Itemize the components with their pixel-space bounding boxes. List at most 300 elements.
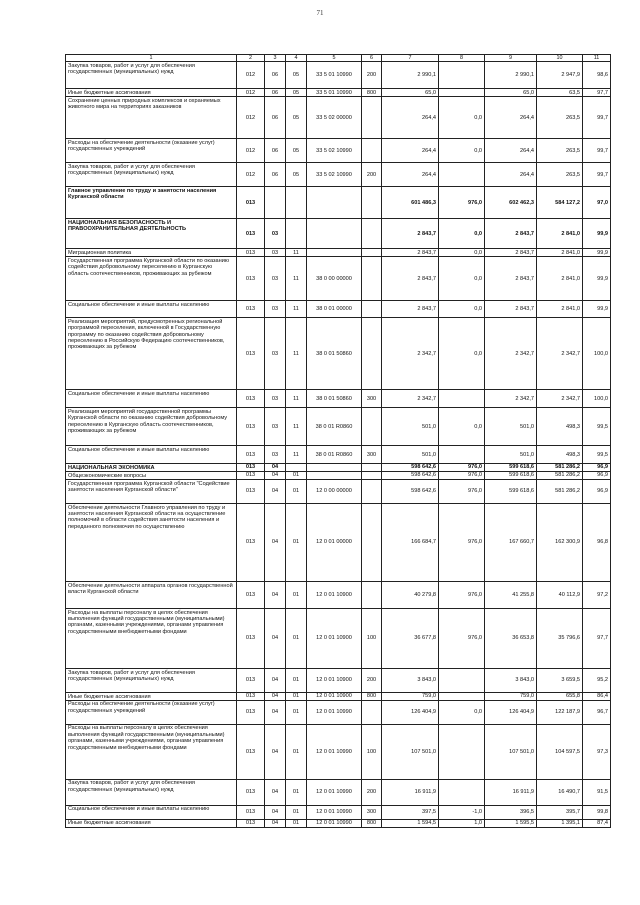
cell-refined-plan: 2 843,7 [485,301,537,318]
cell-row-name: Закупка товаров, работ и услуг для обеспечения государственных (муниципальных) нужд [66,779,237,805]
table-row [66,62,611,89]
cell-row-name: Социальное обеспечение и иные выплаты населению [66,805,237,819]
cell-expense-type [362,480,382,504]
cell-changes: 0,0 [439,301,485,318]
table-row [66,187,611,219]
cell-admin-code: 012 [237,62,265,89]
cell-target-article: 12 0 01 00000 [307,504,362,582]
table-row [66,318,611,390]
cell-expense-type: 300 [362,390,382,408]
cell-percent: 96,7 [583,700,611,724]
cell-refined-plan: 599 618,6 [485,472,537,480]
table-row [66,89,611,97]
cell-subsection: 01 [286,805,307,819]
cell-approved: 2 843,7 [382,257,439,301]
table-row [66,472,611,480]
cell-target-article: 12 0 01 10900 [307,609,362,669]
cell-changes: 0,0 [439,700,485,724]
cell-admin-code: 013 [237,504,265,582]
cell-expense-type: 800 [362,89,382,97]
cell-refined-plan: 65,0 [485,89,537,97]
cell-target-article: 38 0 01 R0860 [307,446,362,464]
cell-approved: 3 843,0 [382,669,439,693]
cell-section: 03 [265,219,286,249]
cell-refined-plan: 3 843,0 [485,669,537,693]
cell-percent: 91,5 [583,779,611,805]
cell-row-name: Иные бюджетные ассигнования [66,89,237,97]
cell-refined-plan: 501,0 [485,446,537,464]
cell-executed: 2 947,9 [537,62,583,89]
cell-admin-code: 013 [237,609,265,669]
cell-section: 04 [265,669,286,693]
cell-section: 03 [265,408,286,446]
cell-executed: 1 395,1 [537,819,583,827]
table-row [66,779,611,805]
cell-refined-plan: 2 843,7 [485,249,537,257]
cell-section: 03 [265,446,286,464]
cell-target-article: 12 0 01 10990 [307,819,362,827]
cell-admin-code: 013 [237,187,265,219]
cell-executed: 581 286,2 [537,480,583,504]
cell-admin-code: 013 [237,318,265,390]
cell-percent: 86,4 [583,693,611,701]
cell-expense-type: 200 [362,163,382,187]
cell-percent: 99,9 [583,249,611,257]
cell-row-name: Реализация мероприятий государственной программы Курганской области по оказанию содействия добровольному переселению в Курганскую область соотечественников, проживающих за рубежом [66,408,237,446]
cell-percent: 99,7 [583,139,611,163]
cell-executed: 122 187,9 [537,700,583,724]
cell-expense-type [362,139,382,163]
cell-expense-type: 300 [362,805,382,819]
cell-executed: 584 127,2 [537,187,583,219]
cell-admin-code: 012 [237,163,265,187]
cell-approved: 501,0 [382,446,439,464]
cell-target-article: 12 0 01 10900 [307,693,362,701]
cell-changes [439,693,485,701]
cell-expense-type [362,187,382,219]
cell-expense-type [362,464,382,472]
cell-row-name: Закупка товаров, работ и услуг для обеспечения государственных (муниципальных) нужд [66,163,237,187]
cell-approved: 2 843,7 [382,301,439,318]
cell-admin-code: 013 [237,464,265,472]
cell-target-article: 12 0 00 00000 [307,480,362,504]
cell-changes: 0,0 [439,139,485,163]
header-cell-1: 1 [66,55,237,62]
table-row [66,97,611,139]
cell-subsection: 01 [286,669,307,693]
table-row [66,480,611,504]
cell-percent: 99,9 [583,301,611,318]
cell-refined-plan: 264,4 [485,163,537,187]
cell-subsection: 01 [286,472,307,480]
cell-row-name: Расходы на выплаты персоналу в целях обеспечения выполнения функций государственными (муниципальными) органами, казенными учреждениями, органами управления государственными внебюджетными фондами [66,609,237,669]
cell-section: 03 [265,249,286,257]
cell-changes: 976,0 [439,480,485,504]
cell-expense-type: 100 [362,724,382,779]
cell-row-name: Иные бюджетные ассигнования [66,819,237,827]
table-row [66,693,611,701]
cell-percent: 99,5 [583,408,611,446]
cell-subsection: 01 [286,504,307,582]
cell-subsection: 11 [286,446,307,464]
table-row [66,504,611,582]
cell-changes: 0,0 [439,408,485,446]
cell-admin-code: 013 [237,669,265,693]
cell-admin-code: 012 [237,139,265,163]
cell-row-name: Миграционная политика [66,249,237,257]
cell-approved: 759,0 [382,693,439,701]
cell-refined-plan: 2 843,7 [485,257,537,301]
header-cell-7: 7 [382,55,439,62]
cell-percent: 100,0 [583,390,611,408]
cell-refined-plan: 36 653,8 [485,609,537,669]
cell-expense-type: 100 [362,609,382,669]
cell-section: 06 [265,89,286,97]
header-cell-11: 11 [583,55,611,62]
cell-changes [439,62,485,89]
cell-target-article: 12 0 01 10900 [307,669,362,693]
cell-refined-plan: 759,0 [485,693,537,701]
cell-refined-plan: 602 462,3 [485,187,537,219]
cell-admin-code: 013 [237,693,265,701]
cell-row-name: Государственная программа Курганской области по оказанию содействия добровольному переселению в Курганскую область соотечественников, проживающих за рубежом [66,257,237,301]
cell-executed: 16 490,7 [537,779,583,805]
cell-approved: 601 486,3 [382,187,439,219]
cell-percent: 99,7 [583,97,611,139]
cell-changes: 976,0 [439,504,485,582]
cell-changes [439,669,485,693]
cell-executed: 2 841,0 [537,219,583,249]
table-row [66,390,611,408]
cell-changes: 976,0 [439,472,485,480]
cell-row-name: НАЦИОНАЛЬНАЯ ЭКОНОМИКА [66,464,237,472]
cell-section: 06 [265,97,286,139]
cell-changes: 0,0 [439,249,485,257]
cell-admin-code: 013 [237,819,265,827]
cell-row-name: Сохранение ценных природных комплексов и охраняемых животного мира на территориях заказников [66,97,237,139]
cell-row-name: Главное управление по труду и занятости населения Курганской области [66,187,237,219]
cell-executed: 263,5 [537,97,583,139]
cell-subsection [286,464,307,472]
cell-expense-type [362,700,382,724]
cell-subsection: 01 [286,700,307,724]
cell-refined-plan: 264,4 [485,139,537,163]
cell-target-article: 33 5 02 10990 [307,139,362,163]
cell-admin-code: 013 [237,390,265,408]
cell-percent: 100,0 [583,318,611,390]
cell-changes: 976,0 [439,582,485,609]
cell-approved: 397,5 [382,805,439,819]
cell-section: 04 [265,480,286,504]
cell-changes [439,390,485,408]
cell-refined-plan: 599 618,6 [485,480,537,504]
cell-subsection: 11 [286,249,307,257]
cell-section: 04 [265,609,286,669]
cell-expense-type: 200 [362,669,382,693]
cell-row-name: Обеспечение деятельности аппарата органов государственной власти Курганской области [66,582,237,609]
cell-executed: 3 659,5 [537,669,583,693]
table-row [66,805,611,819]
cell-expense-type [362,582,382,609]
cell-target-article [307,464,362,472]
table-row [66,724,611,779]
cell-admin-code: 012 [237,97,265,139]
cell-refined-plan: 2 990,1 [485,62,537,89]
cell-changes [439,163,485,187]
cell-expense-type [362,301,382,318]
cell-refined-plan: 107 501,0 [485,724,537,779]
cell-approved: 2 990,1 [382,62,439,89]
cell-percent: 99,7 [583,163,611,187]
cell-subsection: 05 [286,89,307,97]
cell-row-name: Закупка товаров, работ и услуг для обеспечения государственных (муниципальных) нужд [66,669,237,693]
cell-executed: 498,3 [537,408,583,446]
cell-refined-plan: 2 342,7 [485,390,537,408]
cell-subsection: 01 [286,819,307,827]
cell-row-name: Социальное обеспечение и иные выплаты населению [66,301,237,318]
cell-target-article: 38 0 00 00000 [307,257,362,301]
cell-executed: 35 796,6 [537,609,583,669]
cell-executed: 63,5 [537,89,583,97]
cell-section: 06 [265,163,286,187]
cell-approved: 2 342,7 [382,390,439,408]
cell-target-article: 38 0 01 50860 [307,318,362,390]
cell-subsection: 01 [286,609,307,669]
cell-approved: 36 677,8 [382,609,439,669]
table-row [66,257,611,301]
cell-target-article: 12 0 01 10990 [307,724,362,779]
cell-approved: 264,4 [382,97,439,139]
cell-executed: 498,3 [537,446,583,464]
cell-approved: 2 342,7 [382,318,439,390]
cell-percent: 96,9 [583,464,611,472]
cell-target-article: 33 5 02 00000 [307,97,362,139]
table-row [66,669,611,693]
cell-row-name: Обеспечение деятельности Главного управления по труду и занятости населения Курганской области на осуществление полномочий в области содействия занятости населения и переданного полномочия по осуществлению [66,504,237,582]
cell-section: 04 [265,819,286,827]
cell-approved: 2 843,7 [382,219,439,249]
cell-percent: 87,4 [583,819,611,827]
cell-refined-plan: 501,0 [485,408,537,446]
cell-expense-type [362,97,382,139]
cell-row-name: Социальное обеспечение и иные выплаты населению [66,390,237,408]
cell-approved: 166 684,7 [382,504,439,582]
table-row [66,249,611,257]
cell-expense-type [362,472,382,480]
cell-admin-code: 013 [237,779,265,805]
cell-expense-type: 200 [362,779,382,805]
cell-target-article: 12 0 01 10990 [307,805,362,819]
cell-target-article [307,249,362,257]
cell-target-article: 12 0 01 10990 [307,700,362,724]
cell-approved: 501,0 [382,408,439,446]
page-number: 71 [316,9,324,17]
header-cell-6: 6 [362,55,382,62]
cell-subsection: 01 [286,480,307,504]
cell-percent: 96,8 [583,504,611,582]
cell-expense-type [362,408,382,446]
cell-subsection [286,219,307,249]
table-row [66,819,611,827]
cell-section: 04 [265,464,286,472]
cell-target-article: 38 0 01 00000 [307,301,362,318]
cell-approved: 65,0 [382,89,439,97]
cell-executed: 2 342,7 [537,318,583,390]
cell-target-article: 33 5 01 10990 [307,62,362,89]
cell-executed: 655,8 [537,693,583,701]
cell-admin-code: 013 [237,249,265,257]
cell-changes: -1,0 [439,805,485,819]
cell-executed: 263,5 [537,163,583,187]
cell-expense-type: 800 [362,819,382,827]
cell-executed: 40 112,9 [537,582,583,609]
cell-approved: 126 404,9 [382,700,439,724]
cell-changes: 976,0 [439,187,485,219]
cell-percent: 99,9 [583,219,611,249]
cell-expense-type: 300 [362,446,382,464]
cell-admin-code: 013 [237,582,265,609]
cell-percent: 99,9 [583,257,611,301]
header-cell-10: 10 [537,55,583,62]
cell-section: 04 [265,504,286,582]
cell-row-name: Расходы на обеспечение деятельности (оказание услуг) государственных учреждений [66,139,237,163]
cell-admin-code: 013 [237,446,265,464]
table-row [66,464,611,472]
cell-percent: 99,8 [583,805,611,819]
cell-subsection: 05 [286,163,307,187]
cell-approved: 598 642,6 [382,480,439,504]
cell-subsection: 11 [286,408,307,446]
cell-subsection: 11 [286,318,307,390]
cell-percent: 97,2 [583,582,611,609]
cell-percent: 96,9 [583,472,611,480]
cell-section: 04 [265,472,286,480]
cell-percent: 95,2 [583,669,611,693]
cell-row-name: Реализация мероприятий, предусмотренных региональной программой переселения, включенной в Государственную программу по оказанию содействия добровольному переселению в Российскую Федерацию соотечественников, проживающих за рубежом [66,318,237,390]
cell-section: 06 [265,139,286,163]
cell-expense-type: 200 [362,62,382,89]
cell-changes [439,446,485,464]
cell-section: 04 [265,779,286,805]
cell-target-article: 33 5 02 10990 [307,163,362,187]
cell-executed: 2 841,0 [537,249,583,257]
header-row [66,55,611,62]
cell-changes: 0,0 [439,97,485,139]
cell-row-name: Расходы на выплаты персоналу в целях обеспечения выполнения функций государственными (муниципальными) органами, казенными учреждениями, органами управления государственными внебюджетными фондами [66,724,237,779]
cell-section: 04 [265,805,286,819]
cell-target-article: 12 0 01 10900 [307,582,362,609]
cell-approved: 107 501,0 [382,724,439,779]
cell-executed: 581 286,2 [537,464,583,472]
header-cell-3: 3 [265,55,286,62]
cell-executed: 581 286,2 [537,472,583,480]
cell-subsection: 11 [286,257,307,301]
cell-target-article [307,219,362,249]
cell-refined-plan: 126 404,9 [485,700,537,724]
cell-refined-plan: 396,5 [485,805,537,819]
cell-target-article: 12 0 01 10990 [307,779,362,805]
header-cell-5: 5 [307,55,362,62]
cell-target-article: 38 0 01 50860 [307,390,362,408]
cell-executed: 263,5 [537,139,583,163]
cell-subsection: 01 [286,724,307,779]
cell-changes: 0,0 [439,257,485,301]
cell-subsection: 11 [286,301,307,318]
cell-percent: 97,3 [583,724,611,779]
cell-row-name: Государственная программа Курганской области "Содействие занятости населения Курганской области" [66,480,237,504]
cell-refined-plan: 2 843,7 [485,219,537,249]
cell-refined-plan: 41 255,8 [485,582,537,609]
budget-execution-table [65,54,611,828]
cell-admin-code: 013 [237,700,265,724]
cell-approved: 264,4 [382,163,439,187]
cell-admin-code: 013 [237,408,265,446]
cell-admin-code: 013 [237,805,265,819]
cell-refined-plan: 16 911,9 [485,779,537,805]
cell-subsection: 01 [286,582,307,609]
cell-target-article: 38 0 01 R0860 [307,408,362,446]
cell-target-article [307,472,362,480]
table-row [66,700,611,724]
cell-changes: 976,0 [439,464,485,472]
cell-row-name: Общеэкономические вопросы [66,472,237,480]
cell-refined-plan: 264,4 [485,97,537,139]
cell-changes: 0,0 [439,318,485,390]
cell-approved: 598 642,6 [382,464,439,472]
cell-subsection: 05 [286,97,307,139]
cell-refined-plan: 2 342,7 [485,318,537,390]
cell-admin-code: 012 [237,89,265,97]
cell-subsection [286,187,307,219]
cell-target-article: 33 5 01 10990 [307,89,362,97]
table-row [66,139,611,163]
header-cell-2: 2 [237,55,265,62]
cell-section [265,187,286,219]
cell-approved: 264,4 [382,139,439,163]
cell-refined-plan: 599 618,6 [485,464,537,472]
cell-changes: 0,0 [439,219,485,249]
cell-approved: 40 279,8 [382,582,439,609]
cell-percent: 97,0 [583,187,611,219]
cell-changes [439,89,485,97]
cell-approved: 1 594,5 [382,819,439,827]
cell-expense-type [362,257,382,301]
cell-subsection: 01 [286,693,307,701]
cell-admin-code: 013 [237,724,265,779]
cell-percent: 99,5 [583,446,611,464]
cell-section: 03 [265,390,286,408]
cell-subsection: 11 [286,390,307,408]
cell-subsection: 01 [286,779,307,805]
cell-section: 06 [265,62,286,89]
cell-changes: 1,0 [439,819,485,827]
cell-approved: 16 911,9 [382,779,439,805]
cell-executed: 2 342,7 [537,390,583,408]
cell-section: 04 [265,724,286,779]
cell-admin-code: 013 [237,472,265,480]
cell-row-name: Закупка товаров, работ и услуг для обеспечения государственных (муниципальных) нужд [66,62,237,89]
cell-section: 04 [265,700,286,724]
cell-executed: 395,7 [537,805,583,819]
table-row [66,301,611,318]
cell-admin-code: 013 [237,219,265,249]
cell-row-name: Иные бюджетные ассигнования [66,693,237,701]
cell-section: 03 [265,318,286,390]
cell-percent: 98,6 [583,62,611,89]
table-row [66,582,611,609]
table-row [66,408,611,446]
cell-changes: 976,0 [439,609,485,669]
